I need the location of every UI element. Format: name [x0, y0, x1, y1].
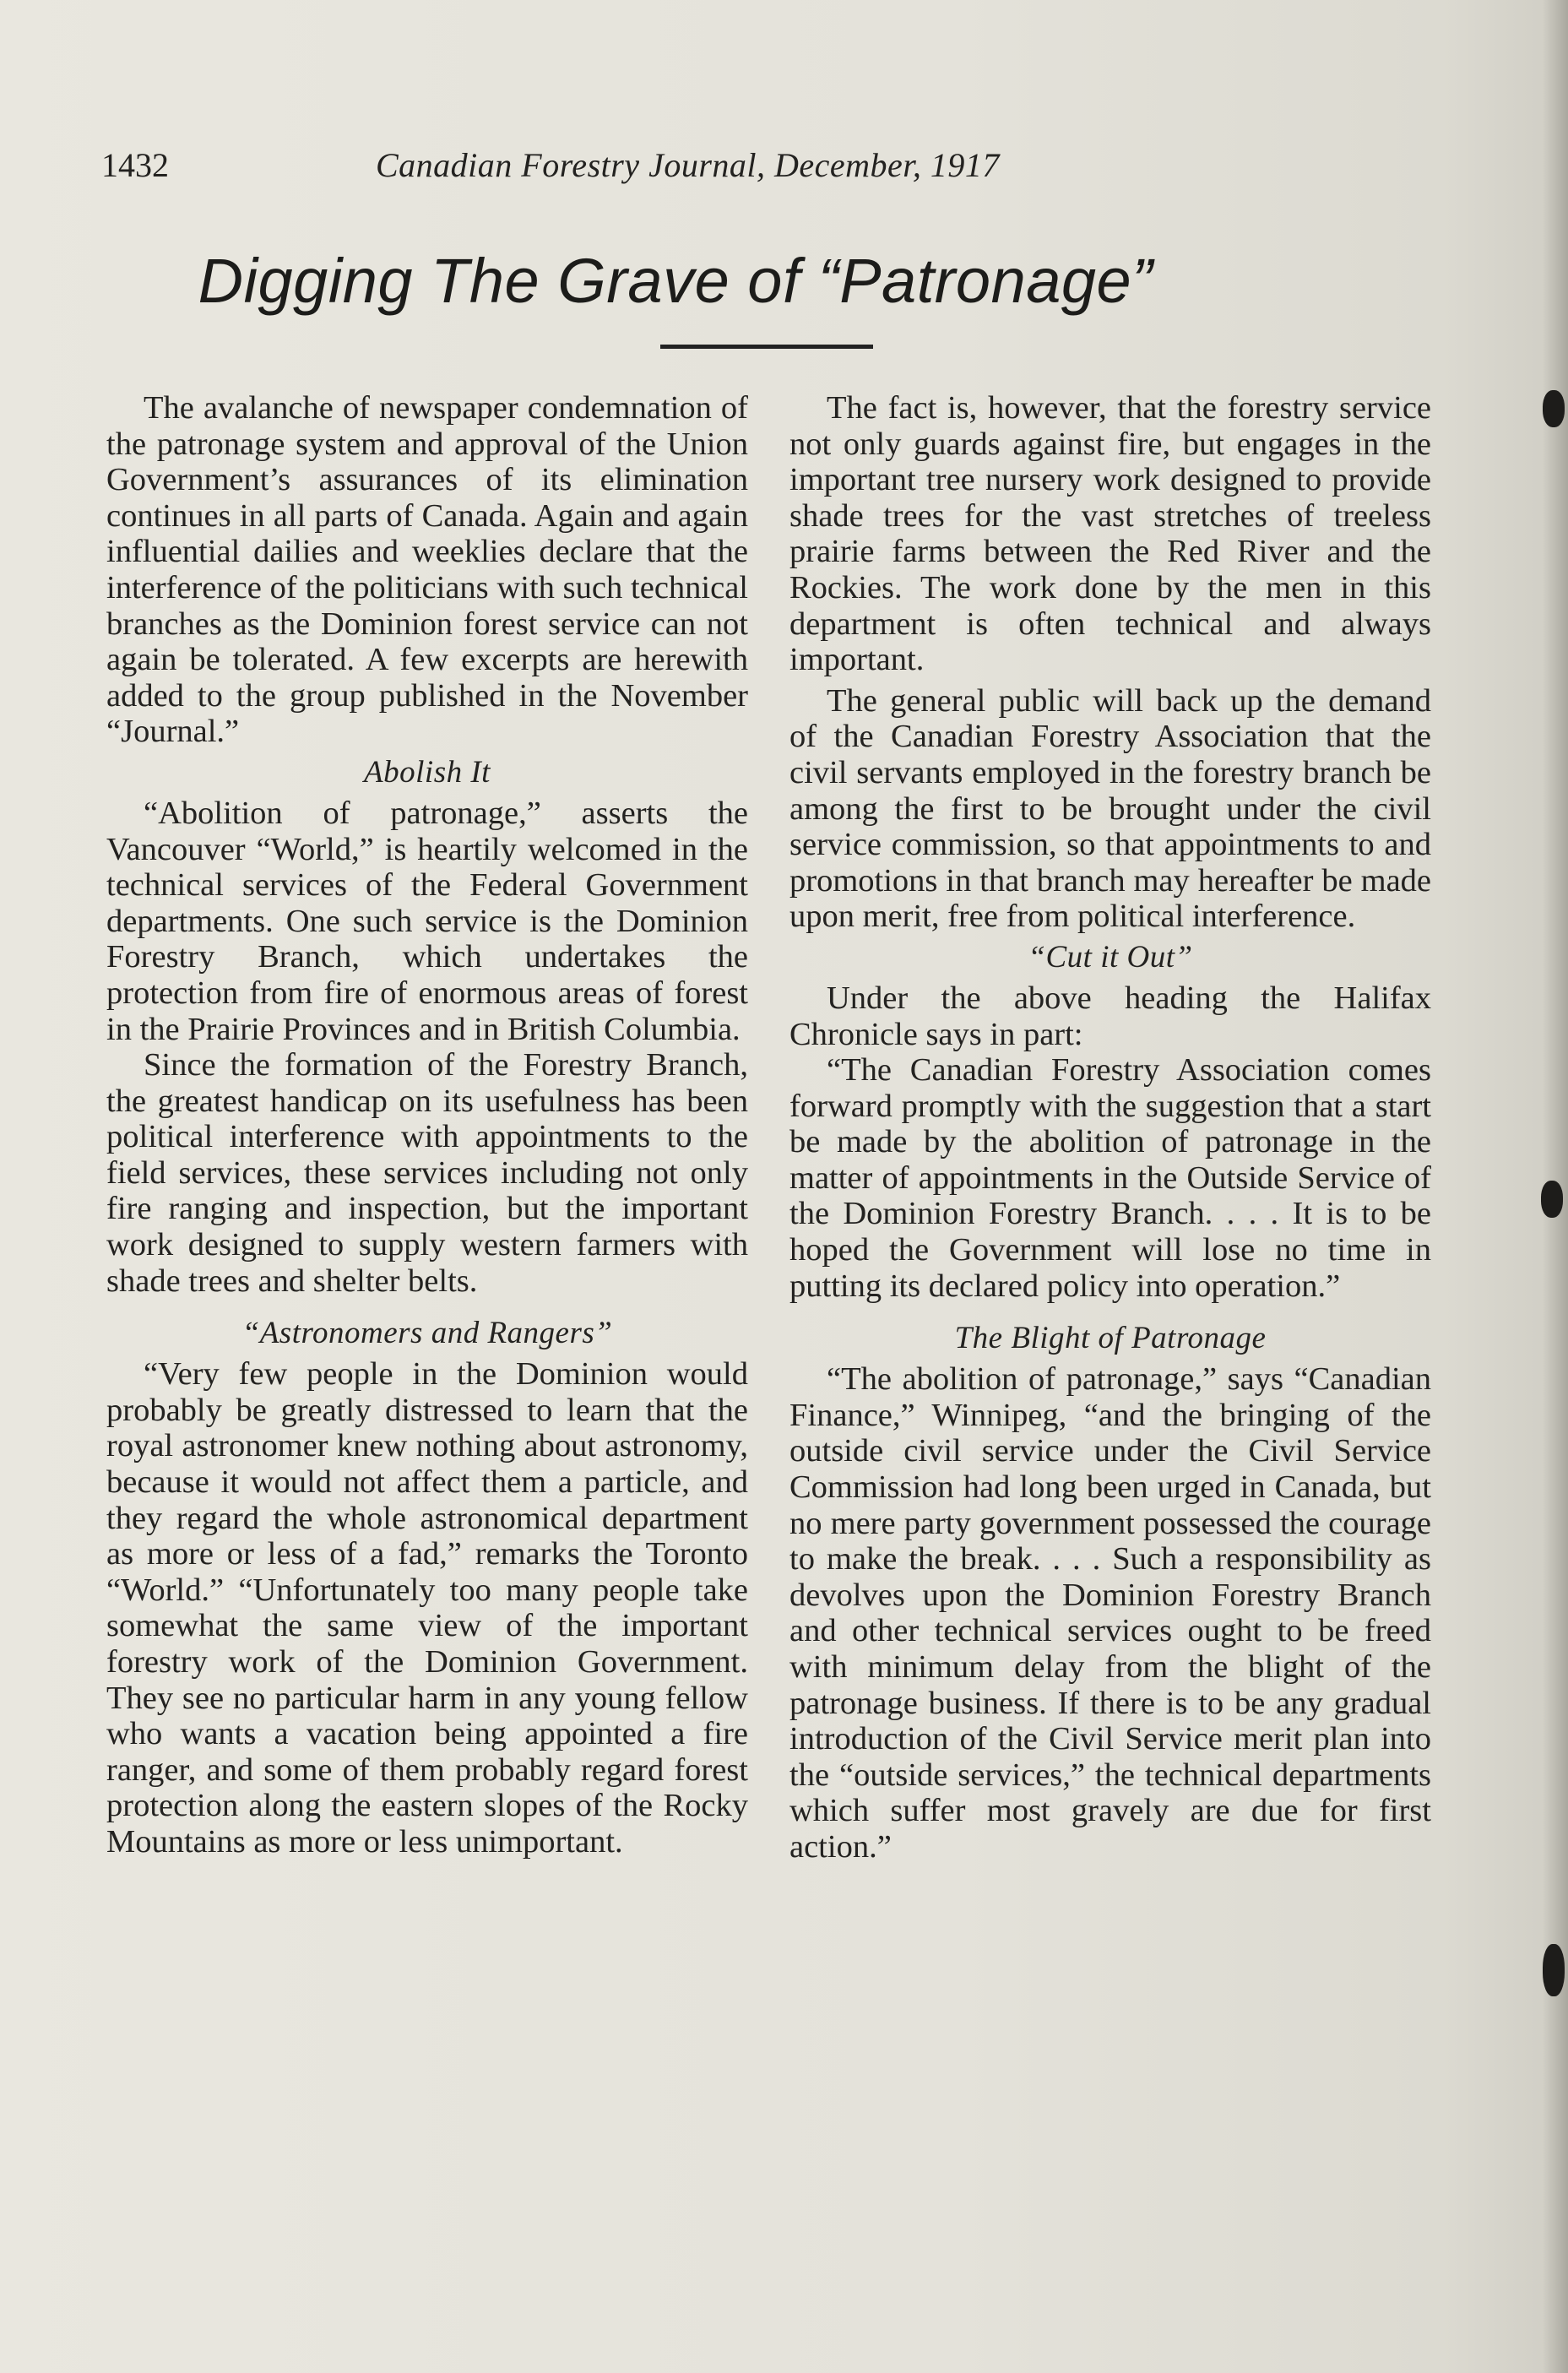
ink-blot — [1541, 1181, 1563, 1218]
paragraph: Under the above heading the Halifax Chronicle says in part: — [789, 980, 1431, 1052]
subheading: “Cut it Out” — [1028, 939, 1193, 975]
ink-blot — [1543, 1944, 1565, 1996]
paragraph: The general public will back up the demand of the Canadian Forestry Association that the civil servants employed in the forestry branch be among the first to be brought under the civil service commission, so that appointments to and promotions in that branch may hereafter be made upon merit, free from political interference. — [789, 682, 1431, 935]
right-column — [789, 390, 1431, 1865]
subheading: “Astronomers and Rangers” — [241, 1316, 613, 1351]
article-title: Digging The Grave of “Patronage” — [198, 246, 1153, 316]
ink-blot — [1543, 390, 1565, 427]
subheading: Abolish It — [364, 754, 491, 790]
paragraph: “The Canadian Forestry Association comes forward promptly with the suggestion that a start be made by the abolition of patronage in the matter of appointments in the Outside Service of the Dominion Forestry Branch. . . . It is to be hoped the Government will lose no time in putting its declared policy into operation.” — [789, 1052, 1431, 1304]
paragraph: “Very few people in the Dominion would probably be greatly distressed to learn that the royal astronomer knew nothing about astronomy, because it would not affect them a particle, and they regard the whole astronomical department as more or less of a fad,” remarks the Toronto “World.” “Unfortunately too many people take somewhat the same view of the important forestry work of the Dominion Government. They see no particular harm in any young fellow who wants a vacation being appointed a fire ranger, and some of them probably regard forest protection along the eastern slopes of the Rocky Mountains as more or less unimportant. — [106, 1356, 748, 1860]
left-column — [106, 390, 748, 1860]
paragraph: Since the formation of the Forestry Branch, the greatest handicap on its usefulness has been political interference with appointments to the field services, these services including not only fire ranging and inspection, but the important work designed to supply western farmers with shade trees and shelter belts. — [106, 1047, 748, 1299]
paragraph: The avalanche of newspaper condemnation of the patronage system and approval of the Union Government’s assurances of its elimination continues in all parts of Canada. Again and again influential dailies and weeklies declare that the interference of the politicians with such technical branches as the Dominion forest service can not again be tolerated. A few excerpts are herewith added to the group published in the November “Journal.” — [106, 390, 748, 750]
running-header — [101, 145, 1140, 187]
running-title: Canadian Forestry Journal, December, 1917 — [376, 146, 1000, 184]
paragraph: The fact is, however, that the forestry service not only guards against fire, but engages in the important tree nursery work designed to provide shade trees for the vast stretches of treeless prairie farms between the Red River and the Rockies. The work done by the men in this department is often technical and always important. — [789, 390, 1431, 678]
paragraph: “The abolition of patronage,” says “Canadian Finance,” Winnipeg, “and the bringing of the outside civil service under the Civil Service Commission had long been urged in Canada, but no mere party government possessed the courage to make the break. . . . Such a responsibility as devolves upon the Dominion Forestry Branch and other technical services ought to be freed with minimum delay from the blight of the patronage business. If there is to be any gradual introduction of the Civil Service merit plan into the “outside services,” the technical departments which suffer most gravely are due for first action.” — [789, 1361, 1431, 1865]
subheading: The Blight of Patronage — [954, 1321, 1267, 1356]
paragraph: “Abolition of patronage,” asserts the Vancouver “World,” is heartily welcomed in the technical services of the Federal Government departments. One such service is the Dominion Forestry Branch, which undertakes the protection from fire of enormous areas of forest in the Prairie Provinces and in British Columbia. — [106, 795, 748, 1047]
title-rule — [660, 345, 873, 349]
page-number: 1432 — [101, 146, 169, 184]
